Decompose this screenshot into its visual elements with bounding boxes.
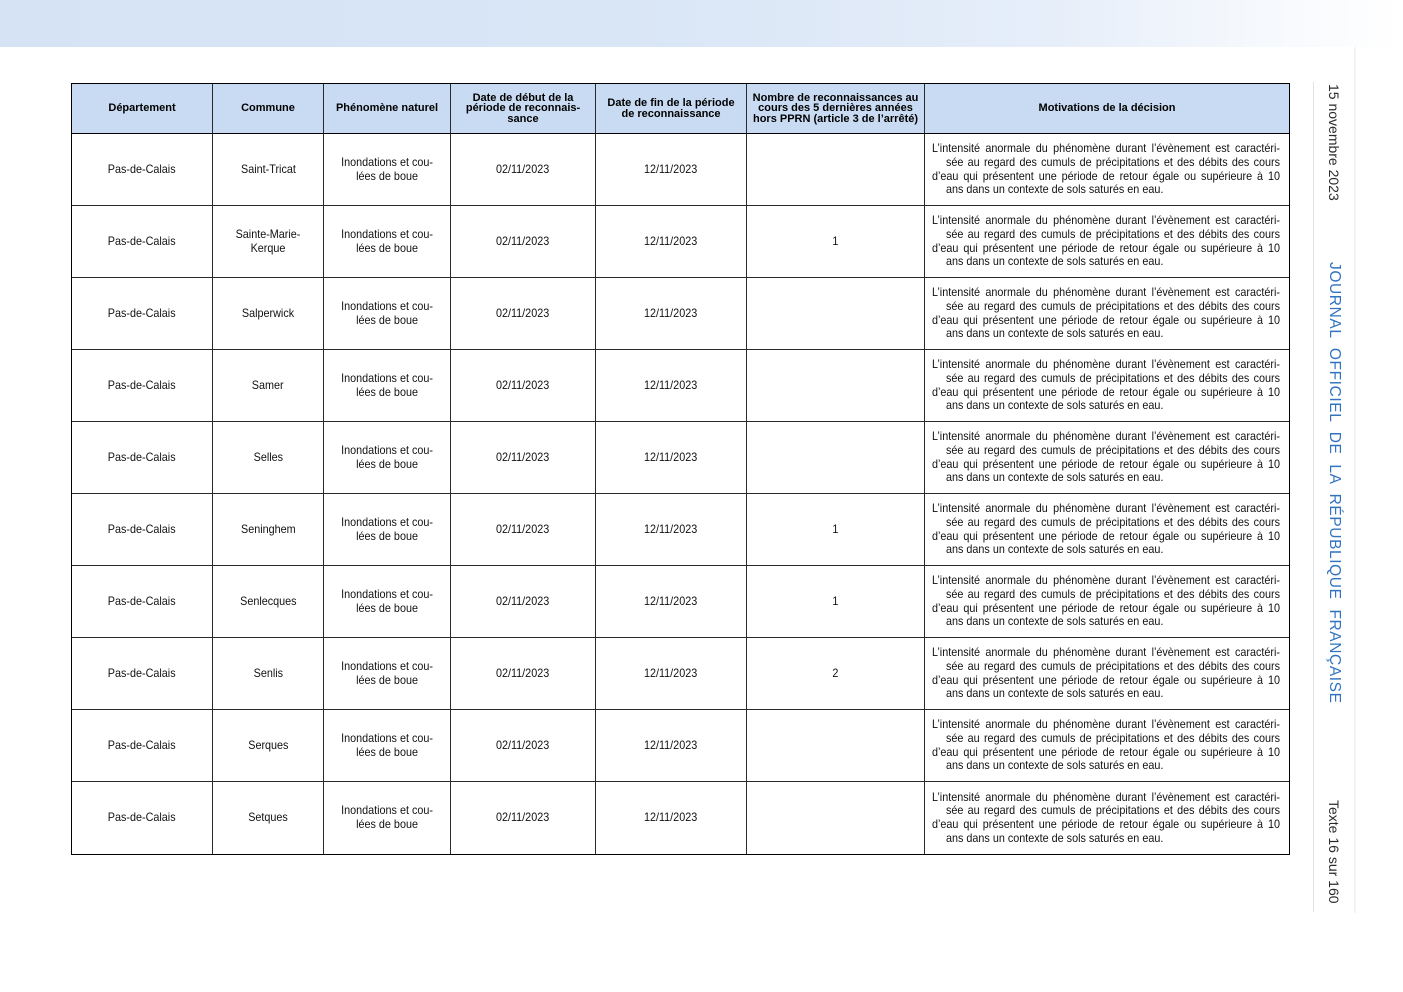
cell-nombre <box>747 566 925 638</box>
motivation-line: ans dans un contexte de sols saturés en eau. <box>945 326 1164 341</box>
cell-text: 2 <box>832 665 839 680</box>
motivation-line: sée au regard des cumuls de précipitations et des débits des cours <box>945 658 1280 673</box>
cell-text: 02/11/2023 <box>496 305 550 320</box>
motivation-line: ans dans un contexte de sols saturés en eau. <box>945 830 1164 845</box>
cell-text <box>341 228 433 255</box>
cell-motivations <box>925 566 1289 638</box>
cell-nombre <box>747 206 925 278</box>
cell-text-line: Inondations et cou- <box>341 803 433 818</box>
cell-text-line: Inondations et cou- <box>341 226 433 241</box>
cell-motivations <box>925 422 1289 494</box>
motivation-line: d’eau qui présentent une période de retour égale ou supérieure à 10 <box>932 528 1280 543</box>
cell-date-fin <box>596 422 747 494</box>
motivation-line: ans dans un contexte de sols saturés en eau. <box>945 614 1164 629</box>
cell-text: Seninghem <box>240 521 296 536</box>
motivation-line: L’intensité anormale du phénomène durant l’évènement est caractéri- <box>932 213 1280 228</box>
cell-date-debut <box>451 422 596 494</box>
cell-phenomene <box>324 494 451 566</box>
cell-text-line: lées de boue <box>356 456 418 471</box>
motivation-line: ans dans un contexte de sols saturés en eau. <box>945 254 1164 269</box>
motivation-line: sée au regard des cumuls de précipitations et des débits des cours <box>945 442 1280 457</box>
column-header-commune <box>213 84 324 134</box>
column-header-line: sance <box>507 112 539 125</box>
cell-text: Pas-de-Calais <box>108 377 176 392</box>
cell-departement <box>72 134 213 206</box>
column-header-date-debut <box>451 84 596 134</box>
cell-text: 02/11/2023 <box>496 161 550 176</box>
column-header-line: Date de fin de la période <box>607 97 735 109</box>
cell-text: Pas-de-Calais <box>108 521 176 536</box>
cell-text: Samer <box>252 377 284 392</box>
cell-text-line: lées de boue <box>356 312 418 327</box>
cell-date-debut <box>451 350 596 422</box>
cell-text-line: lées de boue <box>356 240 418 255</box>
cell-text <box>341 732 433 759</box>
motivation-line: sée au regard des cumuls de précipitations et des débits des cours <box>945 154 1280 169</box>
motivation-line: d’eau qui présentent une période de retour égale ou supérieure à 10 <box>932 600 1280 615</box>
motivation-line: sée au regard des cumuls de précipitations et des débits des cours <box>945 514 1280 529</box>
cell-phenomene <box>324 278 451 350</box>
cell-commune <box>213 638 324 710</box>
cell-text-line: Inondations et cou- <box>341 514 433 529</box>
motivation-line: L’intensité anormale du phénomène durant l’évènement est caractéri- <box>932 645 1280 660</box>
cell-date-fin <box>596 782 747 854</box>
cell-text: Sainte-Marie-Kerque <box>235 226 301 255</box>
motivation-text <box>932 358 1280 413</box>
motivation-line: L’intensité anormale du phénomène durant l’évènement est caractéri- <box>932 717 1280 732</box>
column-header-line: Département <box>108 102 176 115</box>
cell-commune <box>213 422 324 494</box>
cell-text: 12/11/2023 <box>644 810 698 825</box>
cell-text: 02/11/2023 <box>496 665 550 680</box>
motivation-line: sée au regard des cumuls de précipitations et des débits des cours <box>945 730 1280 745</box>
cell-date-debut <box>451 278 596 350</box>
cell-departement <box>72 710 213 782</box>
cell-text-line: lées de boue <box>356 384 418 399</box>
cell-nombre <box>747 134 925 206</box>
cell-text: Pas-de-Calais <box>108 305 176 320</box>
cell-phenomene <box>324 566 451 638</box>
column-header-line: période de reconnais- <box>465 102 581 115</box>
motivation-line: sée au regard des cumuls de précipitations et des débits des cours <box>945 370 1280 385</box>
column-header-departement <box>72 84 213 134</box>
motivation-text <box>932 718 1280 773</box>
cell-nombre <box>747 638 925 710</box>
motivation-line: d’eau qui présentent une période de retour égale ou supérieure à 10 <box>932 240 1280 255</box>
cell-text: 12/11/2023 <box>644 665 698 680</box>
cell-text-line: Inondations et cou- <box>341 154 433 169</box>
cell-commune <box>213 710 324 782</box>
motivation-text <box>932 286 1280 341</box>
cell-date-fin <box>596 134 747 206</box>
cell-date-fin <box>596 566 747 638</box>
cell-date-fin <box>596 206 747 278</box>
cell-phenomene <box>324 350 451 422</box>
cell-commune <box>213 782 324 854</box>
motivation-text <box>932 502 1280 557</box>
cell-date-debut <box>451 566 596 638</box>
cell-text <box>341 804 433 831</box>
cell-text <box>341 444 433 471</box>
cell-phenomene <box>324 206 451 278</box>
cell-commune <box>213 350 324 422</box>
motivation-line: sée au regard des cumuls de précipitations et des débits des cours <box>945 226 1280 241</box>
cell-commune <box>213 134 324 206</box>
cell-nombre <box>747 494 925 566</box>
column-header-line: Commune <box>241 102 295 115</box>
cell-text: Pas-de-Calais <box>108 810 176 825</box>
cell-text: 12/11/2023 <box>644 233 698 248</box>
motivation-text <box>932 574 1280 629</box>
cell-text: 02/11/2023 <box>496 521 550 536</box>
cell-text: Salperwick <box>241 305 295 320</box>
cell-text-line: lées de boue <box>356 672 418 687</box>
motivation-line: ans dans un contexte de sols saturés en eau. <box>945 182 1164 197</box>
cell-text-line: lées de boue <box>356 600 418 615</box>
cell-text: 12/11/2023 <box>644 377 698 392</box>
cell-motivations <box>925 710 1289 782</box>
cell-text-line: Inondations et cou- <box>341 658 433 673</box>
cell-phenomene <box>324 782 451 854</box>
cell-date-fin <box>596 494 747 566</box>
motivation-line: L’intensité anormale du phénomène durant l’évènement est caractéri- <box>932 357 1280 372</box>
motivation-text <box>932 646 1280 701</box>
margin-separator <box>1313 82 1314 912</box>
motivation-line: d’eau qui présentent une période de retour égale ou supérieure à 10 <box>932 456 1280 471</box>
motivation-line: ans dans un contexte de sols saturés en eau. <box>945 758 1164 773</box>
motivation-line: d’eau qui présentent une période de retour égale ou supérieure à 10 <box>932 312 1280 327</box>
column-header-nombre <box>747 84 925 134</box>
top-band <box>0 0 1403 47</box>
cell-commune <box>213 494 324 566</box>
cell-text: 02/11/2023 <box>496 810 550 825</box>
cell-text: Senlis <box>253 665 283 680</box>
cell-date-debut <box>451 638 596 710</box>
column-header-line: cours des 5 dernières années <box>758 102 913 115</box>
motivation-line: d’eau qui présentent une période de retour égale ou supérieure à 10 <box>932 817 1280 831</box>
column-header-line: Motivations de la décision <box>1038 102 1176 115</box>
motivation-text <box>932 142 1280 197</box>
cell-text: 1 <box>832 593 839 608</box>
cell-text: Serques <box>247 737 289 752</box>
page-info: Texte 16 sur 160 <box>1326 800 1342 904</box>
cell-commune <box>213 278 324 350</box>
cell-departement <box>72 350 213 422</box>
motivation-line: ans dans un contexte de sols saturés en eau. <box>945 542 1164 557</box>
cell-phenomene <box>324 134 451 206</box>
cell-nombre <box>747 782 925 854</box>
cell-text: 1 <box>832 233 839 248</box>
column-header-phenomene <box>324 84 451 134</box>
motivation-line: L’intensité anormale du phénomène durant l’évènement est caractéri- <box>932 573 1280 588</box>
motivation-line: ans dans un contexte de sols saturés en eau. <box>945 470 1164 485</box>
cell-text <box>341 588 433 615</box>
motivation-text <box>932 430 1280 485</box>
decisions-table <box>71 83 1290 855</box>
cell-commune <box>213 206 324 278</box>
cell-text: 02/11/2023 <box>496 377 550 392</box>
motivation-text <box>932 791 1280 846</box>
motivation-text <box>932 214 1280 269</box>
cell-text: 02/11/2023 <box>496 233 550 248</box>
cell-phenomene <box>324 710 451 782</box>
cell-text-line: Inondations et cou- <box>341 298 433 313</box>
cell-text: Pas-de-Calais <box>108 593 176 608</box>
cell-text: Pas-de-Calais <box>108 665 176 680</box>
cell-motivations <box>925 206 1289 278</box>
cell-text <box>341 156 433 183</box>
cell-motivations <box>925 350 1289 422</box>
cell-text: Pas-de-Calais <box>108 233 176 248</box>
cell-text: 1 <box>832 521 839 536</box>
journal-title: JOURNAL OFFICIEL DE LA RÉPUBLIQUE FRANÇAISE <box>1326 262 1343 704</box>
cell-text: Setques <box>248 810 288 825</box>
motivation-line: d’eau qui présentent une période de retour égale ou supérieure à 10 <box>932 672 1280 687</box>
cell-text: 02/11/2023 <box>496 593 550 608</box>
cell-text: 02/11/2023 <box>496 449 550 464</box>
cell-text <box>341 372 433 399</box>
cell-nombre <box>747 710 925 782</box>
cell-text: Senlecques <box>239 593 297 608</box>
page-edge <box>1354 47 1356 913</box>
cell-date-debut <box>451 782 596 854</box>
cell-commune <box>213 566 324 638</box>
cell-date-fin <box>596 638 747 710</box>
cell-text: 12/11/2023 <box>644 521 698 536</box>
cell-motivations <box>925 278 1289 350</box>
cell-text: 12/11/2023 <box>644 161 698 176</box>
cell-text-line: Inondations et cou- <box>341 370 433 385</box>
motivation-line: sée au regard des cumuls de précipitations et des débits des cours <box>945 298 1280 313</box>
motivation-line: sée au regard des cumuls de précipitations et des débits des cours <box>945 586 1280 601</box>
column-header-line: hors PPRN (article 3 de l’arrêté) <box>752 112 919 125</box>
cell-text-line: lées de boue <box>356 528 418 543</box>
cell-nombre <box>747 350 925 422</box>
cell-text: 12/11/2023 <box>644 305 698 320</box>
cell-nombre <box>747 422 925 494</box>
cell-text-line: Inondations et cou- <box>341 442 433 457</box>
cell-text: Saint-Tricat <box>240 161 296 176</box>
cell-text-line: lées de boue <box>356 744 418 759</box>
cell-text: Pas-de-Calais <box>108 449 176 464</box>
motivation-line: L’intensité anormale du phénomène durant l’évènement est caractéri- <box>932 501 1280 516</box>
cell-date-debut <box>451 206 596 278</box>
cell-text: 12/11/2023 <box>644 593 698 608</box>
motivation-line: sée au regard des cumuls de précipitations et des débits des cours <box>945 803 1280 818</box>
cell-departement <box>72 566 213 638</box>
cell-text: Pas-de-Calais <box>108 737 176 752</box>
cell-text-line: Inondations et cou- <box>341 586 433 601</box>
cell-motivations <box>925 494 1289 566</box>
cell-departement <box>72 638 213 710</box>
column-header-line: de reconnaissance <box>621 107 721 120</box>
cell-text-line: lées de boue <box>356 817 418 831</box>
cell-text-line: Inondations et cou- <box>341 730 433 745</box>
column-header-line: Nombre de reconnaissances au <box>752 91 919 104</box>
motivation-line: L’intensité anormale du phénomène durant l’évènement est caractéri- <box>932 285 1280 300</box>
cell-text <box>341 300 433 327</box>
motivation-line: ans dans un contexte de sols saturés en eau. <box>945 686 1164 701</box>
motivation-line: L’intensité anormale du phénomène durant l’évènement est caractéri- <box>932 141 1280 156</box>
motivation-line: L’intensité anormale du phénomène durant l’évènement est caractéri- <box>932 789 1280 804</box>
cell-nombre <box>747 278 925 350</box>
cell-text-line: lées de boue <box>356 168 418 183</box>
cell-motivations <box>925 782 1289 854</box>
column-header-line: Phénomène naturel <box>335 102 439 115</box>
cell-phenomene <box>324 422 451 494</box>
cell-departement <box>72 494 213 566</box>
motivation-line: d’eau qui présentent une période de retour égale ou supérieure à 10 <box>932 744 1280 759</box>
cell-date-fin <box>596 278 747 350</box>
cell-text: Pas-de-Calais <box>108 161 176 176</box>
cell-date-debut <box>451 134 596 206</box>
cell-date-fin <box>596 350 747 422</box>
column-header-motivations <box>925 84 1289 134</box>
column-header-date-fin <box>596 84 747 134</box>
cell-text <box>341 660 433 687</box>
cell-departement <box>72 278 213 350</box>
cell-text: 12/11/2023 <box>644 737 698 752</box>
cell-text: 12/11/2023 <box>644 449 698 464</box>
cell-date-debut <box>451 494 596 566</box>
cell-motivations <box>925 134 1289 206</box>
cell-date-fin <box>596 710 747 782</box>
publication-date: 15 novembre 2023 <box>1326 84 1342 201</box>
motivation-line: ans dans un contexte de sols saturés en eau. <box>945 398 1164 413</box>
cell-departement <box>72 782 213 854</box>
column-header-line: Date de début de la <box>472 91 574 104</box>
motivation-line: L’intensité anormale du phénomène durant l’évènement est caractéri- <box>932 429 1280 444</box>
cell-phenomene <box>324 638 451 710</box>
cell-motivations <box>925 638 1289 710</box>
cell-text <box>341 516 433 543</box>
motivation-line: d’eau qui présentent une période de retour égale ou supérieure à 10 <box>932 384 1280 399</box>
cell-date-debut <box>451 710 596 782</box>
cell-departement <box>72 206 213 278</box>
cell-departement <box>72 422 213 494</box>
motivation-line: d’eau qui présentent une période de retour égale ou supérieure à 10 <box>932 168 1280 183</box>
cell-text: 02/11/2023 <box>496 737 550 752</box>
cell-text: Selles <box>253 449 283 464</box>
